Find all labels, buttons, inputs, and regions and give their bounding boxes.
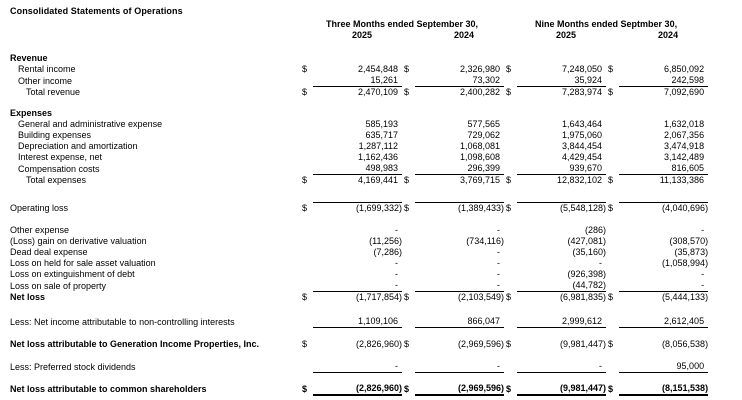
year-three-months-2024: 2024 — [454, 30, 475, 40]
value-cell: 3,142,489 — [664, 152, 705, 162]
value-cell: 15,261 — [313, 75, 402, 87]
value-cell: 939,670 — [517, 163, 606, 175]
value-cell: - — [415, 361, 504, 373]
value-cell: 7,248,050 — [562, 64, 603, 74]
year-three-months-2025: 2025 — [351, 30, 373, 40]
table-row — [0, 141, 742, 152]
value-cell: 3,844,454 — [562, 141, 603, 151]
value-cell: - — [497, 247, 501, 257]
currency-cell: $ — [302, 292, 308, 302]
currency-cell — [606, 152, 619, 163]
currency-cell — [504, 108, 517, 119]
value-cell: 2,400,282 — [460, 87, 501, 97]
value-cell: - — [701, 269, 705, 279]
spacer-cell — [0, 186, 742, 203]
currency-cell — [606, 280, 619, 292]
value-cell — [313, 53, 402, 64]
value-cell: (8,151,538) — [619, 383, 708, 395]
value-cell: (5,548,128) — [517, 203, 606, 215]
currency-cell — [300, 75, 313, 87]
value-cell: (35,160) — [572, 247, 607, 257]
currency-cell — [504, 53, 517, 64]
row-gutter — [708, 141, 742, 152]
value-cell: 3,474,918 — [664, 141, 705, 151]
currency-cell: $ — [302, 339, 308, 349]
row-gutter — [708, 269, 742, 280]
currency-cell: $ — [608, 87, 614, 97]
currency-cell — [300, 108, 313, 119]
currency-cell — [402, 236, 415, 247]
header-group-row — [0, 19, 742, 30]
currency-cell — [504, 236, 517, 247]
currency-cell — [504, 141, 517, 152]
currency-cell — [504, 361, 517, 373]
value-cell: 1,975,060 — [562, 130, 603, 140]
spacer-cell — [0, 41, 742, 53]
currency-cell: $ — [404, 384, 410, 394]
year-nine-months-2024: 2024 — [658, 30, 679, 40]
currency-cell: $ — [608, 175, 614, 185]
row-gutter — [708, 280, 742, 292]
value-cell: 7,283,974 — [562, 87, 603, 97]
currency-cell: $ — [302, 384, 308, 394]
row-gutter — [708, 247, 742, 258]
row-gutter — [708, 119, 742, 130]
table-row — [0, 236, 742, 247]
currency-cell — [504, 163, 517, 175]
row-label: Loss on extinguishment of debt — [10, 269, 135, 279]
value-cell: 1,109,106 — [313, 316, 402, 328]
currency-cell — [606, 361, 619, 373]
value-cell — [313, 108, 402, 119]
currency-cell — [606, 130, 619, 141]
currency-cell — [606, 225, 619, 236]
table-row — [0, 64, 742, 75]
row-label: Net loss attributable to common shareholders — [10, 384, 207, 394]
currency-cell — [504, 316, 517, 328]
currency-cell: $ — [608, 339, 614, 349]
value-cell: (9,981,447) — [560, 339, 607, 349]
value-cell: (35,873) — [674, 247, 709, 257]
currency-cell: $ — [404, 87, 410, 97]
value-cell: - — [599, 258, 603, 268]
currency-cell — [504, 269, 517, 280]
value-cell: (9,981,447) — [517, 383, 606, 395]
table-row — [0, 339, 742, 350]
header-empty-cell — [0, 19, 300, 30]
currency-cell — [402, 280, 415, 292]
currency-cell: $ — [302, 64, 308, 74]
table-row — [0, 152, 742, 163]
value-cell: 4,169,441 — [357, 175, 398, 185]
value-cell: (6,981,835) — [517, 292, 606, 304]
currency-cell: $ — [302, 203, 308, 213]
row-gutter — [708, 316, 742, 328]
currency-cell: $ — [506, 292, 512, 302]
page-title: Consolidated Statements of Operations — [10, 6, 183, 16]
spacer-row — [0, 350, 742, 361]
value-cell: 1,098,608 — [460, 152, 501, 162]
value-cell: 73,302 — [415, 75, 504, 87]
row-gutter — [708, 152, 742, 163]
currency-cell — [606, 258, 619, 269]
value-cell: - — [313, 361, 402, 373]
value-cell: 1,643,464 — [562, 119, 603, 129]
currency-cell: $ — [506, 175, 512, 185]
value-cell: 1,162,436 — [357, 152, 398, 162]
header-spacer-row — [0, 41, 742, 53]
row-label: Compensation costs — [18, 163, 100, 174]
value-cell: (11,256) — [369, 236, 402, 246]
value-cell: 12,832,102 — [557, 175, 603, 185]
currency-cell — [402, 53, 415, 64]
currency-cell: $ — [404, 64, 410, 74]
section-row — [0, 108, 742, 119]
currency-cell — [402, 152, 415, 163]
currency-cell: $ — [506, 384, 512, 394]
value-cell: (2,826,960) — [355, 339, 402, 349]
value-cell: - — [395, 258, 398, 268]
row-label: Total expenses — [26, 175, 87, 185]
value-cell: 1,068,081 — [460, 141, 501, 151]
value-cell: 6,850,092 — [664, 64, 705, 74]
currency-cell: $ — [608, 292, 614, 302]
row-gutter — [708, 292, 742, 304]
value-cell: 2,067,356 — [664, 130, 705, 140]
value-cell: 866,047 — [415, 316, 504, 328]
currency-cell — [504, 152, 517, 163]
currency-cell — [300, 130, 313, 141]
value-cell: - — [701, 280, 705, 290]
table-body — [0, 53, 742, 395]
header-gutter — [708, 30, 742, 41]
currency-cell — [606, 53, 619, 64]
value-cell: (926,398) — [567, 269, 607, 279]
value-cell: - — [497, 280, 501, 290]
currency-cell — [504, 258, 517, 269]
header-empty-cell — [0, 30, 300, 41]
table-row — [0, 292, 742, 304]
row-label: Loss on held for sale asset valuation — [10, 258, 156, 268]
currency-cell — [300, 236, 313, 247]
value-cell: 296,399 — [415, 163, 504, 175]
currency-cell: $ — [506, 203, 512, 213]
spacer-cell — [0, 373, 742, 384]
currency-cell — [402, 361, 415, 373]
row-gutter — [708, 339, 742, 350]
value-cell: (308,570) — [669, 236, 709, 246]
spacer-row — [0, 98, 742, 108]
currency-cell — [606, 247, 619, 258]
value-cell: (427,081) — [567, 236, 607, 246]
currency-cell — [504, 280, 517, 292]
spacer-row — [0, 328, 742, 340]
value-cell — [415, 53, 504, 64]
value-cell: 7,092,690 — [664, 87, 705, 97]
table-row — [0, 316, 742, 328]
value-cell: 577,565 — [467, 119, 501, 129]
row-label: Other income — [18, 75, 73, 86]
value-cell: - — [497, 258, 501, 268]
table-row — [0, 203, 742, 215]
currency-cell — [300, 258, 313, 269]
row-gutter — [708, 130, 742, 141]
year-nine-months-2025: 2025 — [556, 30, 577, 40]
row-gutter — [708, 258, 742, 269]
row-gutter — [708, 383, 742, 395]
currency-cell — [606, 316, 619, 328]
table-row — [0, 280, 742, 292]
row-gutter — [708, 108, 742, 119]
table-row — [0, 383, 742, 395]
value-cell: 242,598 — [619, 75, 708, 87]
value-cell: - — [395, 269, 398, 279]
row-gutter — [708, 87, 742, 99]
currency-cell — [402, 316, 415, 328]
value-cell: 816,605 — [619, 163, 708, 175]
row-gutter — [708, 53, 742, 64]
currency-cell: $ — [404, 175, 410, 185]
value-cell: 3,769,715 — [460, 175, 501, 185]
value-cell: (286) — [585, 225, 607, 235]
row-label: Total revenue — [26, 87, 81, 97]
value-cell: 2,470,109 — [357, 87, 398, 97]
value-cell — [619, 108, 708, 119]
currency-cell — [300, 247, 313, 258]
currency-cell — [300, 269, 313, 280]
row-label: Net loss — [10, 292, 46, 302]
value-cell — [517, 108, 606, 119]
table-row — [0, 119, 742, 130]
spacer-cell — [0, 98, 742, 108]
value-cell: (1,389,433) — [415, 203, 504, 215]
value-cell: 498,983 — [313, 163, 402, 175]
value-cell: 4,429,454 — [562, 152, 603, 162]
table-row — [0, 87, 742, 99]
value-cell: 585,193 — [365, 119, 398, 129]
row-gutter — [708, 236, 742, 247]
value-cell: 635,717 — [365, 130, 398, 140]
currency-cell — [402, 75, 415, 87]
table-row — [0, 130, 742, 141]
value-cell: (734,116) — [466, 236, 505, 246]
value-cell: (2,969,596) — [415, 383, 504, 395]
table-row — [0, 361, 742, 373]
value-cell: 2,999,612 — [517, 316, 606, 328]
value-cell: (7,286) — [373, 247, 402, 257]
table-row — [0, 258, 742, 269]
row-label: (Loss) gain on derivative valuation — [10, 236, 147, 246]
currency-cell: $ — [608, 203, 614, 213]
value-cell: (2,103,549) — [415, 292, 504, 304]
currency-cell — [300, 361, 313, 373]
currency-cell: $ — [506, 339, 512, 349]
currency-cell: $ — [404, 203, 410, 213]
row-label: Depreciation and amortization — [18, 141, 138, 151]
value-cell: (1,717,854) — [313, 292, 402, 304]
currency-cell — [300, 119, 313, 130]
value-cell: 2,326,980 — [460, 64, 501, 74]
column-group-three-months: Three Months ended September 30, — [326, 19, 479, 29]
column-group-nine-months: Nine Months ended Septmber 30, — [535, 19, 678, 29]
value-cell: - — [497, 269, 501, 279]
currency-cell: $ — [302, 175, 308, 185]
row-gutter — [708, 163, 742, 175]
value-cell: 95,000 — [619, 361, 708, 373]
currency-cell: $ — [404, 292, 410, 302]
row-label: Expenses — [10, 108, 53, 118]
table-row — [0, 225, 742, 236]
row-label: Less: Net income attributable to non-controlling interests — [10, 316, 235, 327]
currency-cell: $ — [506, 87, 512, 97]
spacer-cell — [0, 303, 742, 316]
currency-cell: $ — [608, 64, 614, 74]
currency-cell — [606, 119, 619, 130]
spacer-row — [0, 186, 742, 203]
currency-cell — [300, 280, 313, 292]
row-label: Rental income — [18, 64, 76, 74]
currency-cell: $ — [302, 87, 308, 97]
spacer-cell — [0, 214, 742, 225]
value-cell: - — [517, 361, 606, 373]
currency-cell — [300, 225, 313, 236]
value-cell: (1,058,994) — [662, 258, 709, 268]
row-label: Interest expense, net — [18, 152, 103, 162]
row-label: Loss on sale of property — [10, 280, 107, 291]
value-cell: (5,444,133) — [619, 292, 708, 304]
currency-cell: $ — [608, 384, 614, 394]
row-label: Less: Preferred stock dividends — [10, 361, 136, 372]
table-row — [0, 175, 742, 187]
spacer-row — [0, 214, 742, 225]
value-cell: 2,454,848 — [357, 64, 398, 74]
value-cell: (1,699,332) — [313, 203, 402, 215]
value-cell — [619, 53, 708, 64]
header-years-row — [0, 30, 742, 41]
value-cell: - — [701, 225, 705, 235]
currency-cell — [504, 225, 517, 236]
row-label: Operating loss — [10, 203, 69, 213]
currency-cell — [504, 75, 517, 87]
currency-cell — [606, 163, 619, 175]
currency-cell — [606, 75, 619, 87]
currency-cell — [504, 130, 517, 141]
row-label: Building expenses — [18, 130, 92, 140]
currency-cell — [504, 247, 517, 258]
currency-cell — [402, 247, 415, 258]
table-header — [0, 19, 742, 53]
value-cell: - — [395, 225, 398, 235]
currency-cell — [504, 119, 517, 130]
currency-cell — [402, 163, 415, 175]
row-label: General and administrative expense — [18, 119, 163, 129]
value-cell: (2,969,596) — [458, 339, 505, 349]
value-cell — [415, 108, 504, 119]
table-row — [0, 269, 742, 280]
value-cell: 1,287,112 — [358, 141, 398, 151]
currency-cell — [606, 108, 619, 119]
row-label: Dead deal expense — [10, 247, 88, 257]
currency-cell: $ — [506, 64, 512, 74]
value-cell: 35,924 — [517, 75, 606, 87]
value-cell: - — [395, 280, 398, 290]
currency-cell — [402, 269, 415, 280]
spacer-row — [0, 373, 742, 384]
row-gutter — [708, 175, 742, 187]
row-gutter — [708, 64, 742, 75]
value-cell: 11,133,386 — [659, 175, 705, 185]
value-cell: 1,632,018 — [664, 119, 705, 129]
row-gutter — [708, 75, 742, 87]
currency-cell — [402, 108, 415, 119]
header-gutter — [708, 19, 742, 30]
row-label: Other expense — [10, 225, 70, 235]
table-row — [0, 75, 742, 87]
currency-cell — [606, 269, 619, 280]
spacer-cell — [0, 350, 742, 361]
value-cell: (2,826,960) — [313, 383, 402, 395]
value-cell: (44,782) — [572, 280, 607, 290]
currency-cell — [300, 141, 313, 152]
currency-cell — [300, 316, 313, 328]
table-row — [0, 163, 742, 175]
currency-cell — [300, 163, 313, 175]
currency-cell — [300, 152, 313, 163]
row-label: Revenue — [10, 53, 48, 63]
currency-cell — [402, 119, 415, 130]
spacer-cell — [0, 328, 742, 340]
row-label: Net loss attributable to Generation Income Properties, Inc. — [10, 339, 260, 349]
value-cell — [517, 53, 606, 64]
spacer-row — [0, 303, 742, 316]
value-cell: - — [497, 225, 501, 235]
value-cell: (4,040,696) — [619, 203, 708, 215]
currency-cell: $ — [404, 339, 410, 349]
currency-cell — [300, 53, 313, 64]
currency-cell — [402, 141, 415, 152]
currency-cell — [606, 236, 619, 247]
row-gutter — [708, 203, 742, 215]
row-gutter — [708, 225, 742, 236]
row-gutter — [708, 361, 742, 373]
currency-cell — [402, 225, 415, 236]
table-row — [0, 247, 742, 258]
section-row — [0, 53, 742, 64]
statement-table — [0, 19, 742, 396]
currency-cell — [402, 130, 415, 141]
currency-cell — [606, 141, 619, 152]
value-cell: (8,056,538) — [662, 339, 709, 349]
value-cell: 2,612,405 — [619, 316, 708, 328]
value-cell: 729,062 — [467, 130, 501, 140]
currency-cell — [402, 258, 415, 269]
